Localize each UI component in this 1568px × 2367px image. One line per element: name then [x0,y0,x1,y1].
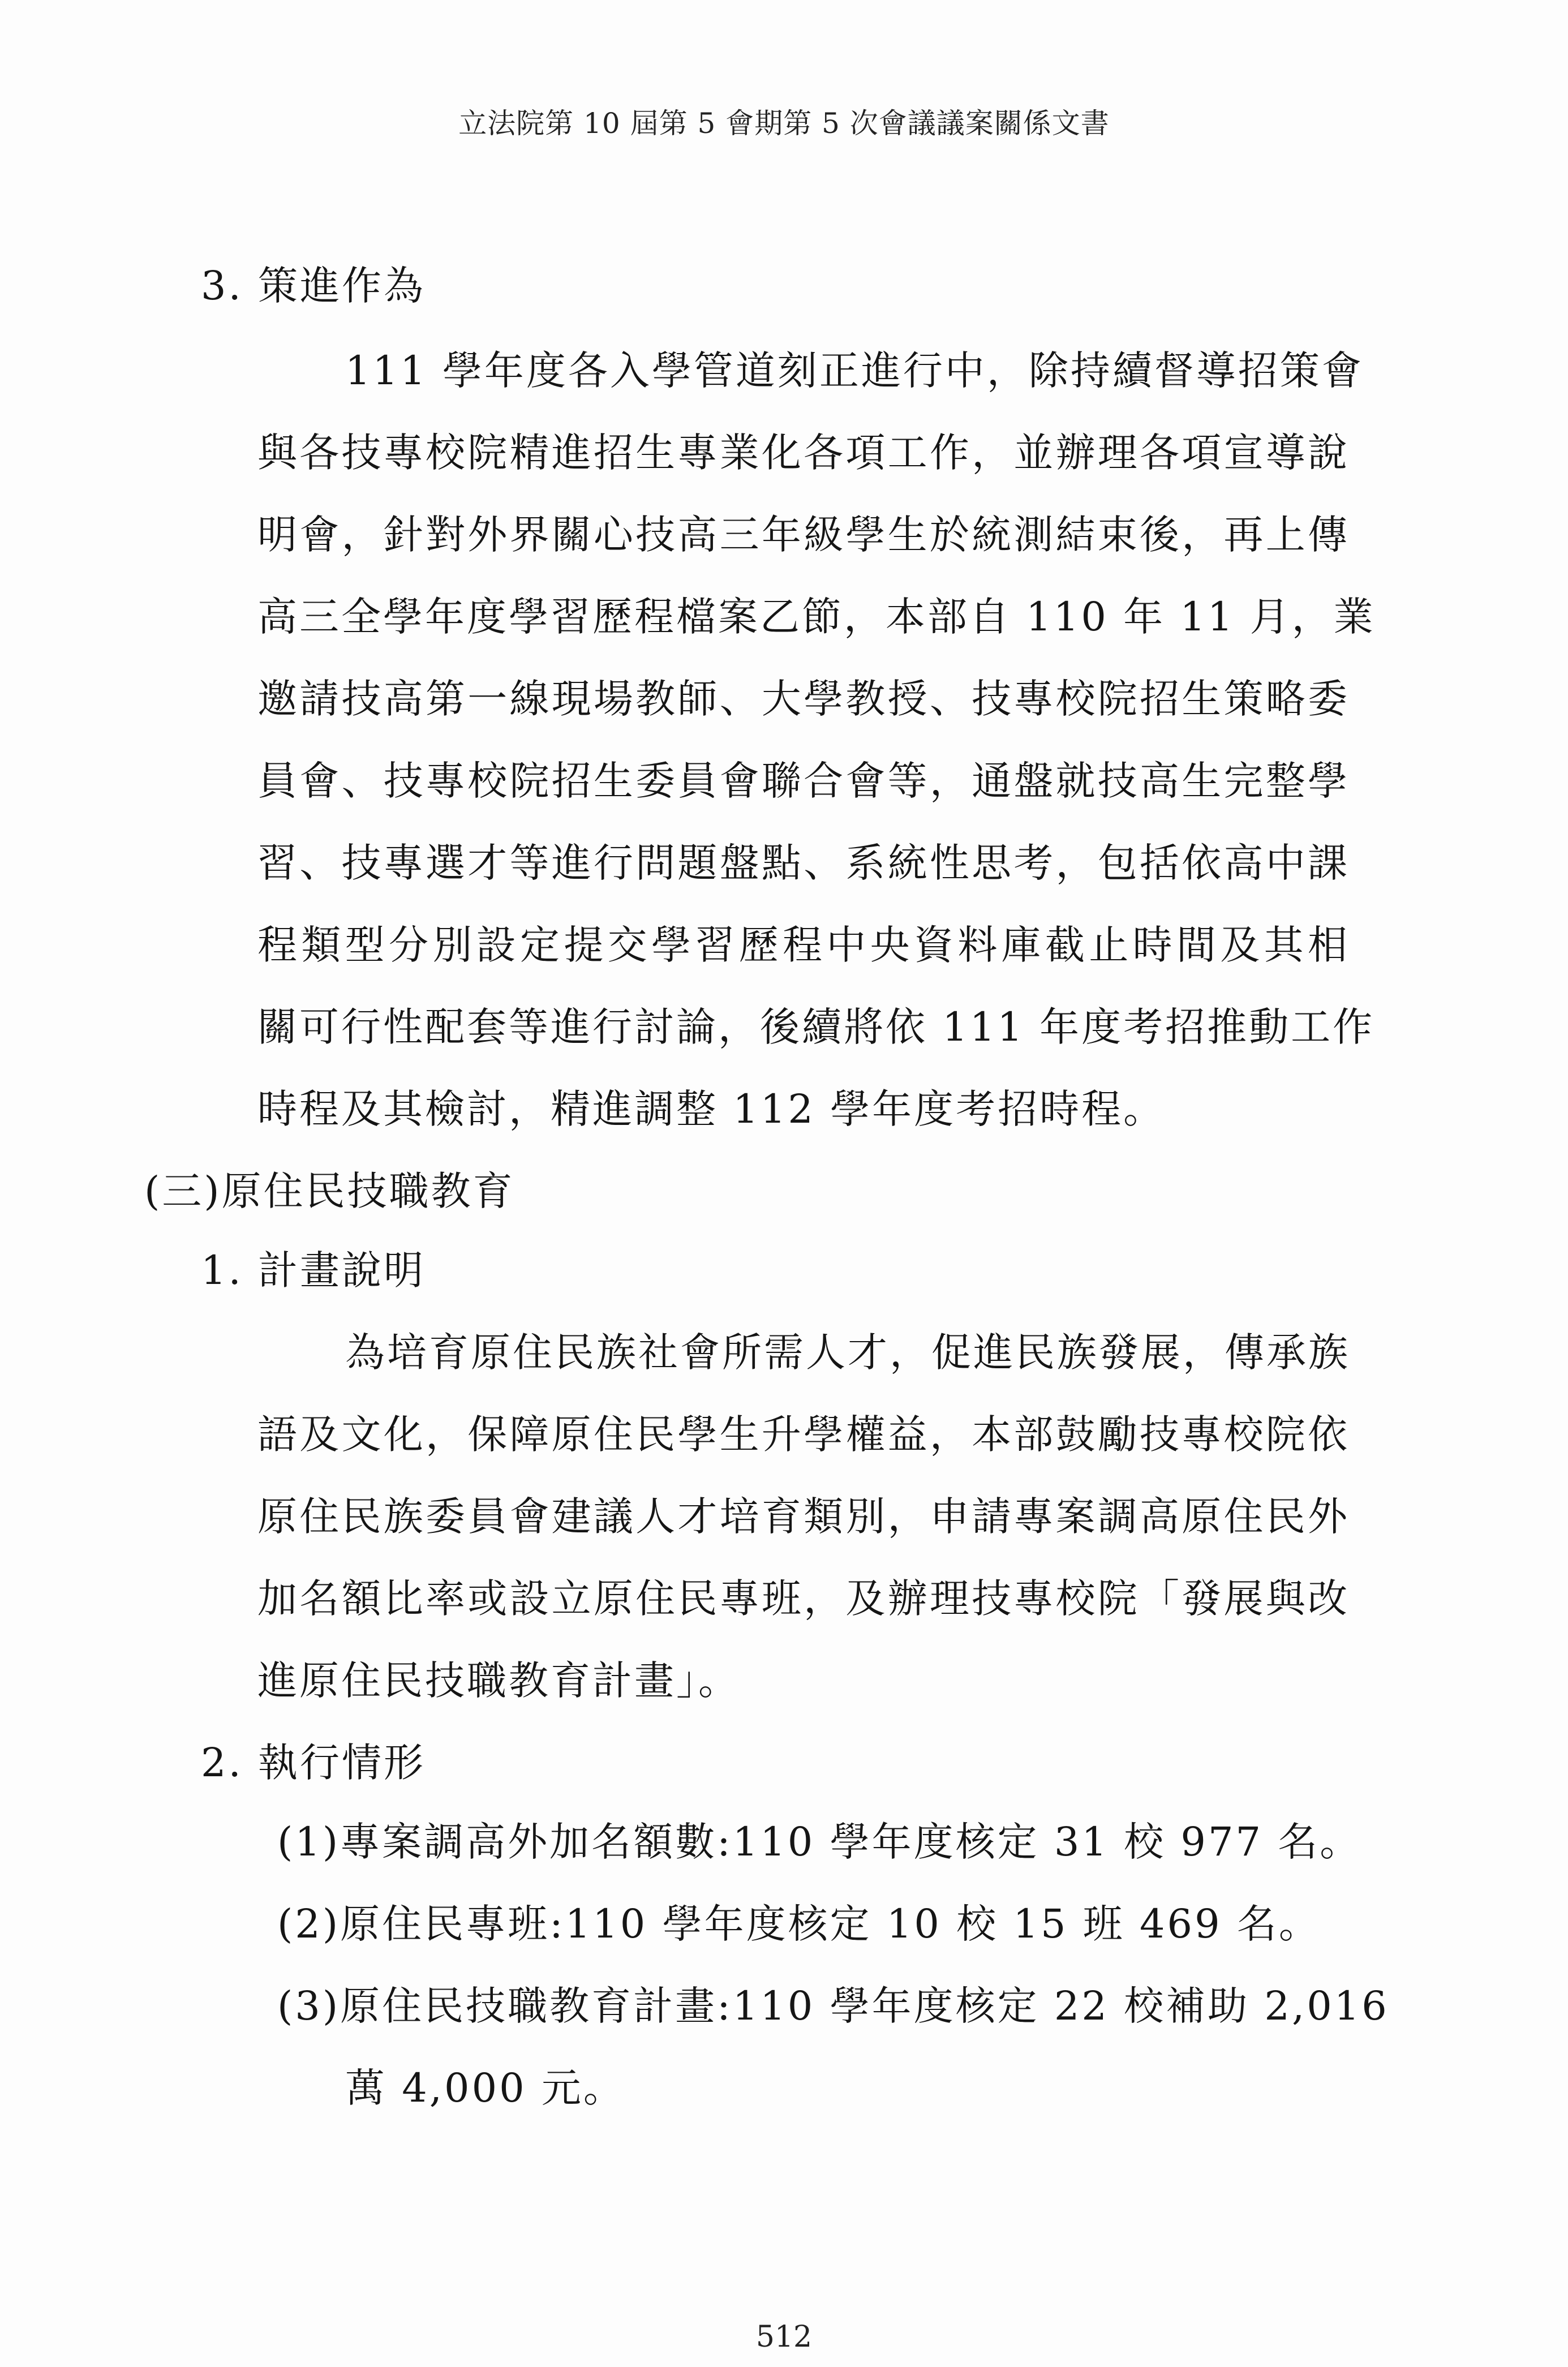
item-heading: 1. 計畫說明 [201,1247,426,1294]
list-item: (3)原住民技職教育計畫:110 學年度核定 22 校補助 2,016 [277,1983,1389,2029]
paragraph-line: 為培育原住民族社會所需人才，促進民族發展，傳承族 [345,1329,1350,1376]
paragraph-line: 與各技專校院精進招生專業化各項工作，並辦理各項宣導說 [257,429,1350,476]
list-item: (1)專案調高外加名額數:110 學年度核定 31 校 977 名。 [277,1819,1362,1865]
section-heading: 3. 策進作為 [201,263,426,309]
paragraph-line: 加名額比率或設立原住民專班，及辦理技專校院「發展與改 [257,1575,1350,1622]
paragraph-line: 關可行性配套等進行討論，後續將依 111 年度考招推動工作 [257,1004,1375,1050]
paragraph-line: 員會、技專校院招生委員會聯合會等，通盤就技高生完整學 [257,758,1350,804]
paragraph-line: 程類型分別設定提交學習歷程中央資料庫截止時間及其相 [257,922,1350,968]
list-item: (2)原住民專班:110 學年度核定 10 校 15 班 469 名。 [277,1901,1321,1947]
document-header: 立法院第 10 屆第 5 會期第 5 次會議議案關係文書 [458,107,1110,140]
list-item-continuation: 萬 4,000 元。 [345,2065,625,2111]
part-heading: (三)原住民技職教育 [144,1168,515,1214]
paragraph-line: 語及文化，保障原住民學生升學權益，本部鼓勵技專校院依 [257,1411,1350,1458]
paragraph-line: 原住民族委員會建議人才培育類別，申請專案調高原住民外 [257,1493,1350,1540]
page-number: 512 [755,2320,813,2354]
paragraph-line: 習、技專選才等進行問題盤點、系統性思考，包括依高中課 [257,840,1350,886]
paragraph-line: 明會，針對外界關心技高三年級學生於統測結束後，再上傳 [257,512,1350,558]
paragraph-line: 時程及其檢討，精進調整 112 學年度考招時程。 [257,1086,1166,1132]
paragraph-line: 高三全學年度學習歷程檔案乙節，本部自 110 年 11 月，業 [257,594,1376,640]
paragraph-line: 111 學年度各入學管道刻正進行中，除持續督導招策會 [345,347,1364,394]
paragraph-line: 進原住民技職教育計畫」。 [257,1657,740,1704]
item-heading: 2. 執行情形 [201,1739,426,1786]
paragraph-line: 邀請技高第一線現場教師、大學教授、技專校院招生策略委 [257,676,1350,722]
